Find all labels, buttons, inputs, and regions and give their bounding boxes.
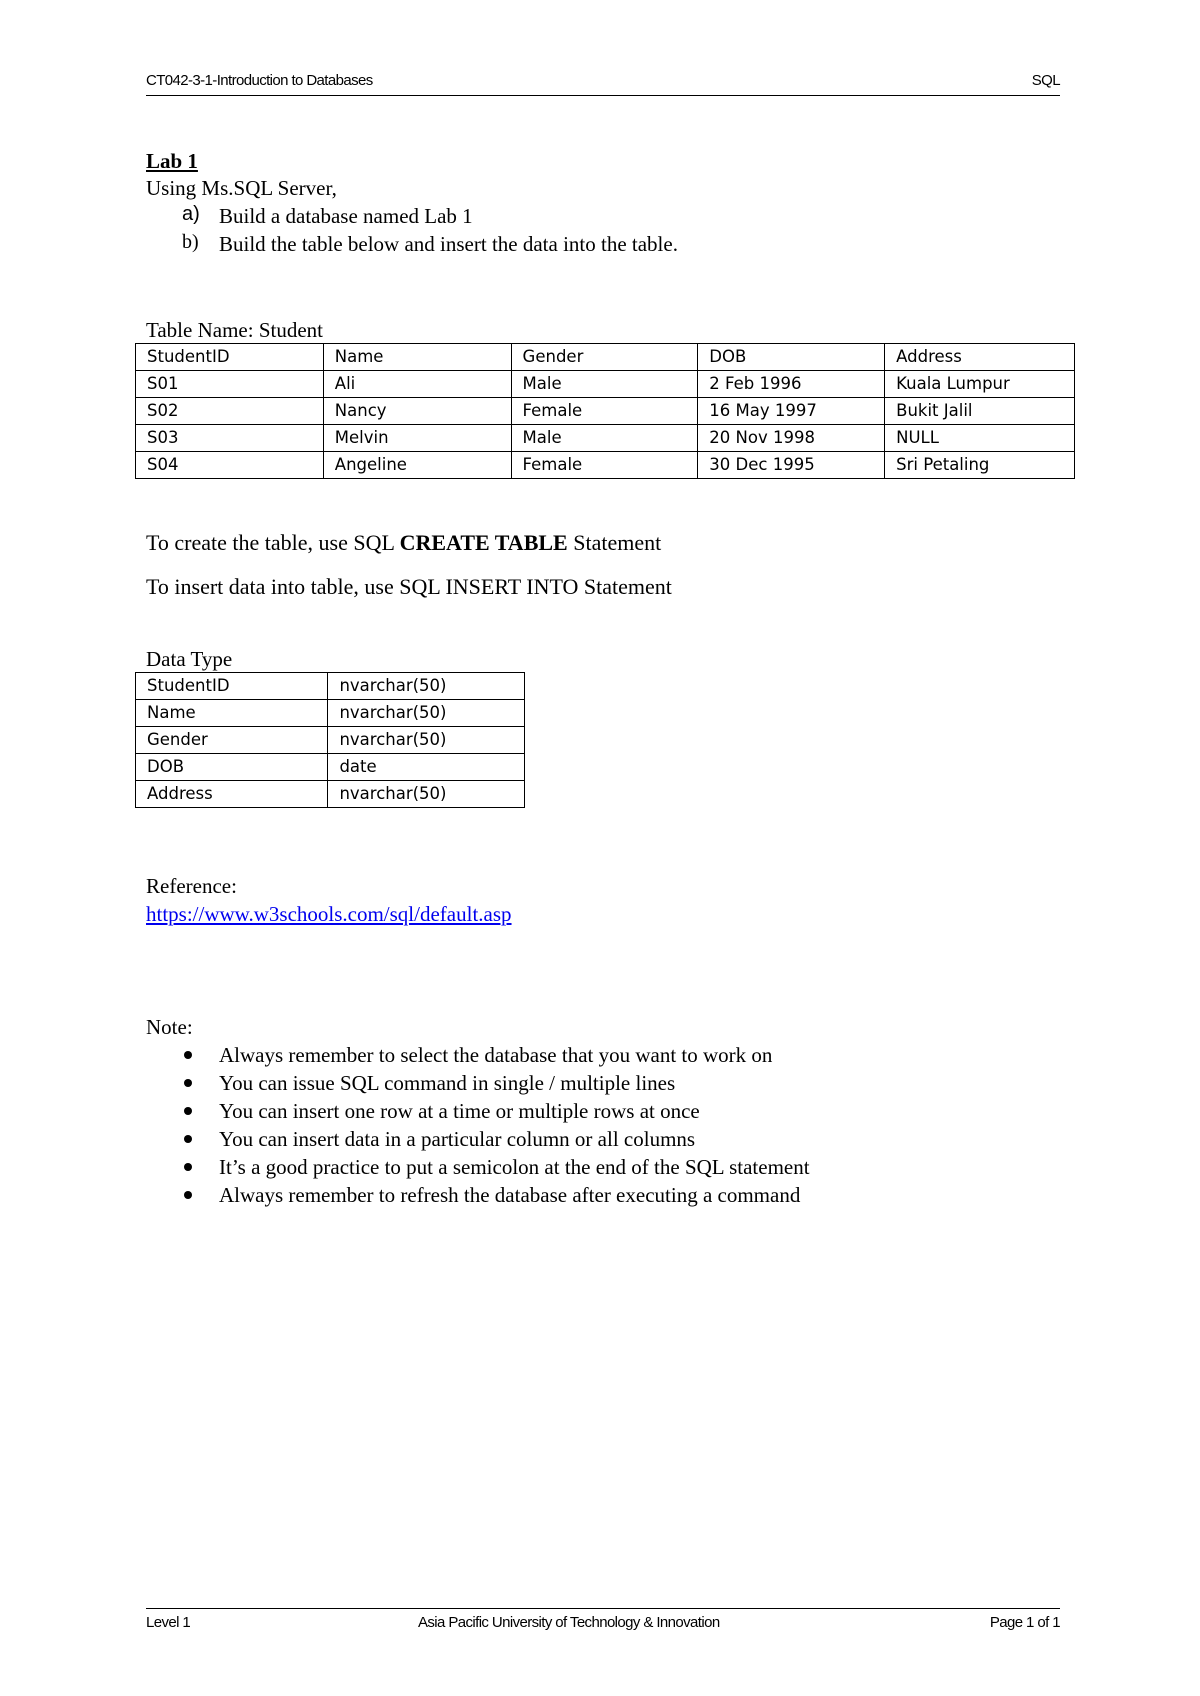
reference-link[interactable]: https://www.w3schools.com/sql/default.asp	[146, 902, 512, 926]
table-row	[136, 781, 525, 808]
page-number: Page 1 of 1	[989, 1614, 1060, 1631]
table-cell: NULL	[885, 425, 1075, 452]
table-cell: Gender	[136, 727, 328, 754]
page-footer	[146, 1614, 1060, 1636]
table-cell: DOB	[136, 754, 328, 781]
header-cell: DOB	[698, 344, 885, 371]
bullet-icon	[184, 1135, 192, 1143]
table-cell: Sri Petaling	[885, 452, 1075, 479]
reference-label: Reference:	[146, 874, 237, 898]
header-cell: Name	[323, 344, 511, 371]
lab-intro: Using Ms.SQL Server,	[146, 176, 337, 200]
table-cell: Name	[136, 700, 328, 727]
task-marker-b: b)	[182, 231, 199, 253]
note-item: Always remember to refresh the database after executing a command	[219, 1183, 801, 1207]
create-keyword: CREATE TABLE	[399, 530, 568, 555]
level-label: Level 1	[146, 1614, 191, 1631]
table-cell: Male	[511, 371, 698, 398]
table-row	[136, 452, 1075, 479]
table-row	[136, 371, 1075, 398]
table-cell: Female	[511, 452, 698, 479]
header-rule	[146, 95, 1060, 96]
bullet-icon	[184, 1163, 192, 1171]
note-item: Always remember to select the database that you want to work on	[219, 1043, 773, 1067]
table-row	[136, 754, 525, 781]
table-cell: Address	[136, 781, 328, 808]
datatype-caption: Data Type	[146, 647, 233, 671]
page-header	[146, 72, 1060, 94]
task-marker-a: a)	[182, 203, 200, 225]
student-table-caption: Table Name: Student	[146, 318, 323, 342]
datatype-table	[135, 672, 525, 808]
table-cell: 30 Dec 1995	[698, 452, 885, 479]
note-item: You can issue SQL command in single / multiple lines	[219, 1071, 676, 1095]
note-label: Note:	[146, 1015, 193, 1039]
header-cell: StudentID	[136, 344, 324, 371]
note-item: You can insert data in a particular column or all columns	[219, 1127, 696, 1151]
table-cell: Nancy	[323, 398, 511, 425]
table-cell: Angeline	[323, 452, 511, 479]
table-cell: S01	[136, 371, 324, 398]
task-a-text: Build a database named Lab 1	[219, 204, 473, 228]
bullet-icon	[184, 1051, 192, 1059]
table-cell: S03	[136, 425, 324, 452]
table-cell: S02	[136, 398, 324, 425]
table-row	[136, 425, 1075, 452]
table-cell: nvarchar(50)	[328, 700, 525, 727]
create-instruction	[146, 530, 661, 556]
course-title: CT042-3-1-Introduction to Databases	[146, 72, 373, 89]
table-cell: 20 Nov 1998	[698, 425, 885, 452]
create-suffix: Statement	[567, 530, 662, 555]
header-cell: Address	[885, 344, 1075, 371]
table-cell: nvarchar(50)	[328, 727, 525, 754]
table-cell: 2 Feb 1996	[698, 371, 885, 398]
table-header-row	[136, 344, 1075, 371]
table-cell: Male	[511, 425, 698, 452]
table-cell: 16 May 1997	[698, 398, 885, 425]
table-cell: Female	[511, 398, 698, 425]
table-cell: nvarchar(50)	[328, 781, 525, 808]
table-row	[136, 398, 1075, 425]
bullet-icon	[184, 1107, 192, 1115]
table-cell: Melvin	[323, 425, 511, 452]
insert-instruction: To insert data into table, use SQL INSERT INTO Statement	[146, 574, 672, 599]
create-prefix: To create the table, use SQL	[146, 530, 400, 555]
footer-rule	[146, 1608, 1060, 1609]
institution-name: Asia Pacific University of Technology & Innovation	[418, 1614, 720, 1631]
header-cell: Gender	[511, 344, 698, 371]
bullet-icon	[184, 1191, 192, 1199]
bullet-icon	[184, 1079, 192, 1087]
topic-label: SQL	[1031, 72, 1060, 89]
lab-title: Lab 1	[146, 149, 198, 173]
table-cell: Bukit Jalil	[885, 398, 1075, 425]
table-cell: Ali	[323, 371, 511, 398]
table-cell: S04	[136, 452, 324, 479]
task-b-text: Build the table below and insert the data into the table.	[219, 232, 678, 256]
table-cell: StudentID	[136, 673, 328, 700]
table-cell: date	[328, 754, 525, 781]
table-row	[136, 700, 525, 727]
table-cell: nvarchar(50)	[328, 673, 525, 700]
note-item: You can insert one row at a time or multiple rows at once	[219, 1099, 700, 1123]
table-row	[136, 727, 525, 754]
table-row	[136, 673, 525, 700]
student-table	[135, 343, 1075, 479]
note-item: It’s a good practice to put a semicolon at the end of the SQL statement	[219, 1155, 810, 1179]
table-cell: Kuala Lumpur	[885, 371, 1075, 398]
